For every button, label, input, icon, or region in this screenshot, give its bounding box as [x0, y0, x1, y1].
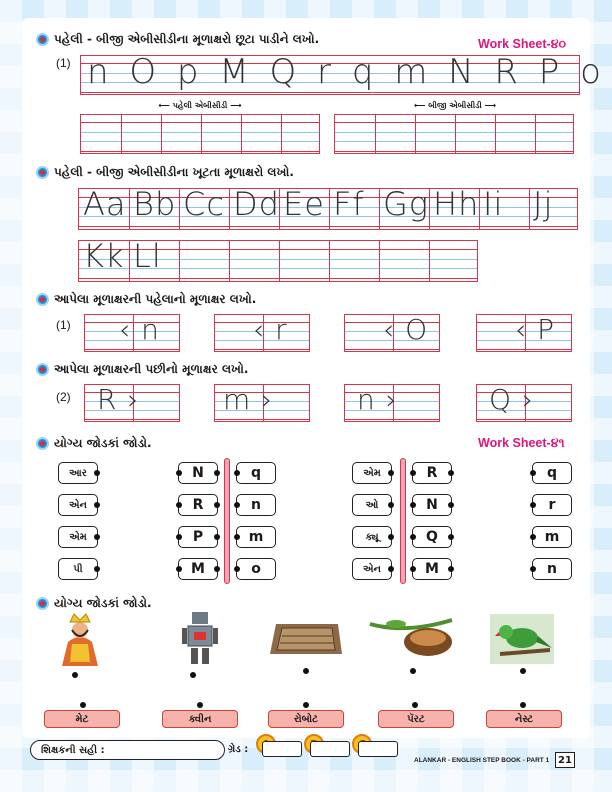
bullet-icon [36, 597, 49, 610]
nest-picture [366, 614, 456, 660]
match-capital[interactable]: M [178, 558, 218, 580]
column-divider [400, 458, 406, 584]
match-small[interactable]: n [236, 494, 276, 516]
question-2 [36, 165, 294, 180]
picture-dot[interactable] [303, 668, 309, 674]
word-dot[interactable] [303, 702, 309, 708]
grade-box-a[interactable] [262, 741, 302, 757]
picture-dot[interactable] [190, 672, 196, 678]
column-divider [224, 458, 230, 584]
letter-pair: Cc [183, 185, 225, 223]
question-1-title: પહેલી - બીજી એબીસીડીના મૂળાક્ષરો છૂટા પાડીને લખો. [54, 32, 320, 46]
queen-picture [50, 612, 110, 668]
match-small[interactable]: q [236, 462, 276, 484]
word-dot[interactable] [520, 702, 526, 708]
word-robot[interactable]: રોબોટ [268, 710, 344, 728]
given-letters: n O p M Q r q m N R P o [87, 52, 606, 92]
match-word[interactable]: એમ [58, 526, 98, 548]
word-nest[interactable]: નેસ્ટ [486, 710, 562, 728]
grade-box-c[interactable] [358, 741, 398, 757]
after-box[interactable]: n › [344, 384, 440, 422]
question-3-title: આપેલા મૂળાક્ષરની પહેલાનો મૂળાક્ષર લખો. [54, 292, 257, 306]
question-1-number: (1) [56, 56, 71, 70]
bullet-icon [36, 166, 49, 179]
letter-pair: Aa [83, 185, 127, 223]
question-6-title: યોગ્ય જોડકાં જોડો. [54, 596, 152, 610]
before-box[interactable]: ‹ O [344, 314, 440, 352]
match-capital[interactable]: M [412, 558, 452, 580]
match-capital[interactable]: Q [412, 526, 452, 548]
match-small[interactable]: o [236, 558, 276, 580]
before-box[interactable]: ‹ n [84, 314, 180, 352]
label-first-abc: ⟵ પહેલી એબીસીડી ⟶ [158, 101, 242, 110]
question-5-title: યોગ્ય જોડકાં જોડો. [54, 436, 152, 450]
parrot-picture [490, 614, 554, 664]
question-2-title: પહેલી - બીજી એબીસીડીના ખૂટતા મૂળાક્ષરો લખો. [54, 165, 294, 179]
match-word[interactable]: ક્યૂ [352, 526, 392, 548]
word-dot[interactable] [412, 702, 418, 708]
match-capital[interactable]: R [178, 494, 218, 516]
robot-picture [180, 610, 220, 668]
worksheet-41-label: Work Sheet-૪૧ [478, 436, 565, 450]
grade-label: ગ્રેડ : [228, 744, 249, 755]
question-4 [36, 362, 248, 377]
question-3 [36, 292, 256, 307]
match-word[interactable]: આર [58, 462, 98, 484]
picture-dot[interactable] [72, 672, 78, 678]
label-second-abc: ⟵ બીજી એબીસીડી ⟶ [413, 101, 497, 110]
match-word[interactable]: એન [58, 494, 98, 516]
match-capital[interactable]: P [178, 526, 218, 548]
picture-dot[interactable] [520, 668, 526, 674]
bullet-icon [36, 293, 49, 306]
letter-pair: Ee [283, 185, 325, 223]
worksheet-40-label: Work Sheet-૪૦ [478, 37, 566, 51]
page-number: 21 [555, 752, 575, 768]
bullet-icon [36, 33, 49, 46]
alphabet-band-1[interactable] [78, 185, 578, 230]
grade-box-b[interactable] [310, 741, 350, 757]
match-word[interactable]: એન [352, 558, 392, 580]
letter-pair: Ii [483, 185, 504, 223]
after-box[interactable]: R › [84, 384, 180, 422]
match-small[interactable]: m [532, 526, 572, 548]
letter-pair: Dd [233, 185, 280, 223]
word-mat[interactable]: મેટ [44, 710, 120, 728]
letter-pair: Jj [533, 185, 554, 223]
letter-pair: Hh [433, 185, 480, 223]
match-small[interactable]: r [532, 494, 572, 516]
question-6 [36, 596, 152, 611]
picture-dot[interactable] [410, 668, 416, 674]
question-4-title: આપેલા મૂળાક્ષરની પછીનો મૂળાક્ષર લખો. [54, 362, 249, 376]
word-dot[interactable] [80, 702, 86, 708]
letter-pair: Kk [83, 237, 125, 275]
letter-pair: Ll [133, 237, 162, 275]
after-box[interactable]: m › [214, 384, 310, 422]
letter-pair: Gg [383, 185, 429, 223]
question-5 [36, 436, 152, 451]
bullet-icon [36, 437, 49, 450]
bullet-icon [36, 363, 49, 376]
match-word[interactable]: ઓ [352, 494, 392, 516]
word-dot[interactable] [197, 702, 203, 708]
mat-picture [268, 618, 344, 658]
question-4-number: (2) [56, 390, 71, 404]
before-box[interactable]: ‹ r [214, 314, 310, 352]
alphabet-band-2[interactable] [78, 237, 478, 282]
match-small[interactable]: q [532, 462, 572, 484]
question-3-number: (1) [56, 318, 71, 332]
match-capital[interactable]: N [178, 462, 218, 484]
teacher-signature-field[interactable]: શિક્ષકની સહી : [30, 740, 225, 760]
match-word[interactable]: એમ [352, 462, 392, 484]
letter-pair: Ff [333, 185, 365, 223]
match-word[interactable]: પી [58, 558, 98, 580]
book-title: ALANKAR - ENGLISH STEP BOOK - PART 1 [414, 757, 550, 764]
word-queen[interactable]: ક્વીન [162, 710, 238, 728]
before-box[interactable]: ‹ P [476, 314, 572, 352]
word-parrot[interactable]: પૅરટ [378, 710, 454, 728]
answer-band-first[interactable] [80, 114, 320, 154]
match-small[interactable]: m [236, 526, 276, 548]
answer-band-second[interactable] [334, 114, 574, 154]
letters-band [80, 52, 606, 95]
match-capital[interactable]: R [412, 462, 452, 484]
match-capital[interactable]: N [412, 494, 452, 516]
question-1 [36, 32, 319, 47]
match-small[interactable]: n [532, 558, 572, 580]
after-box[interactable]: Q › [476, 384, 572, 422]
letter-pair: Bb [133, 185, 177, 223]
